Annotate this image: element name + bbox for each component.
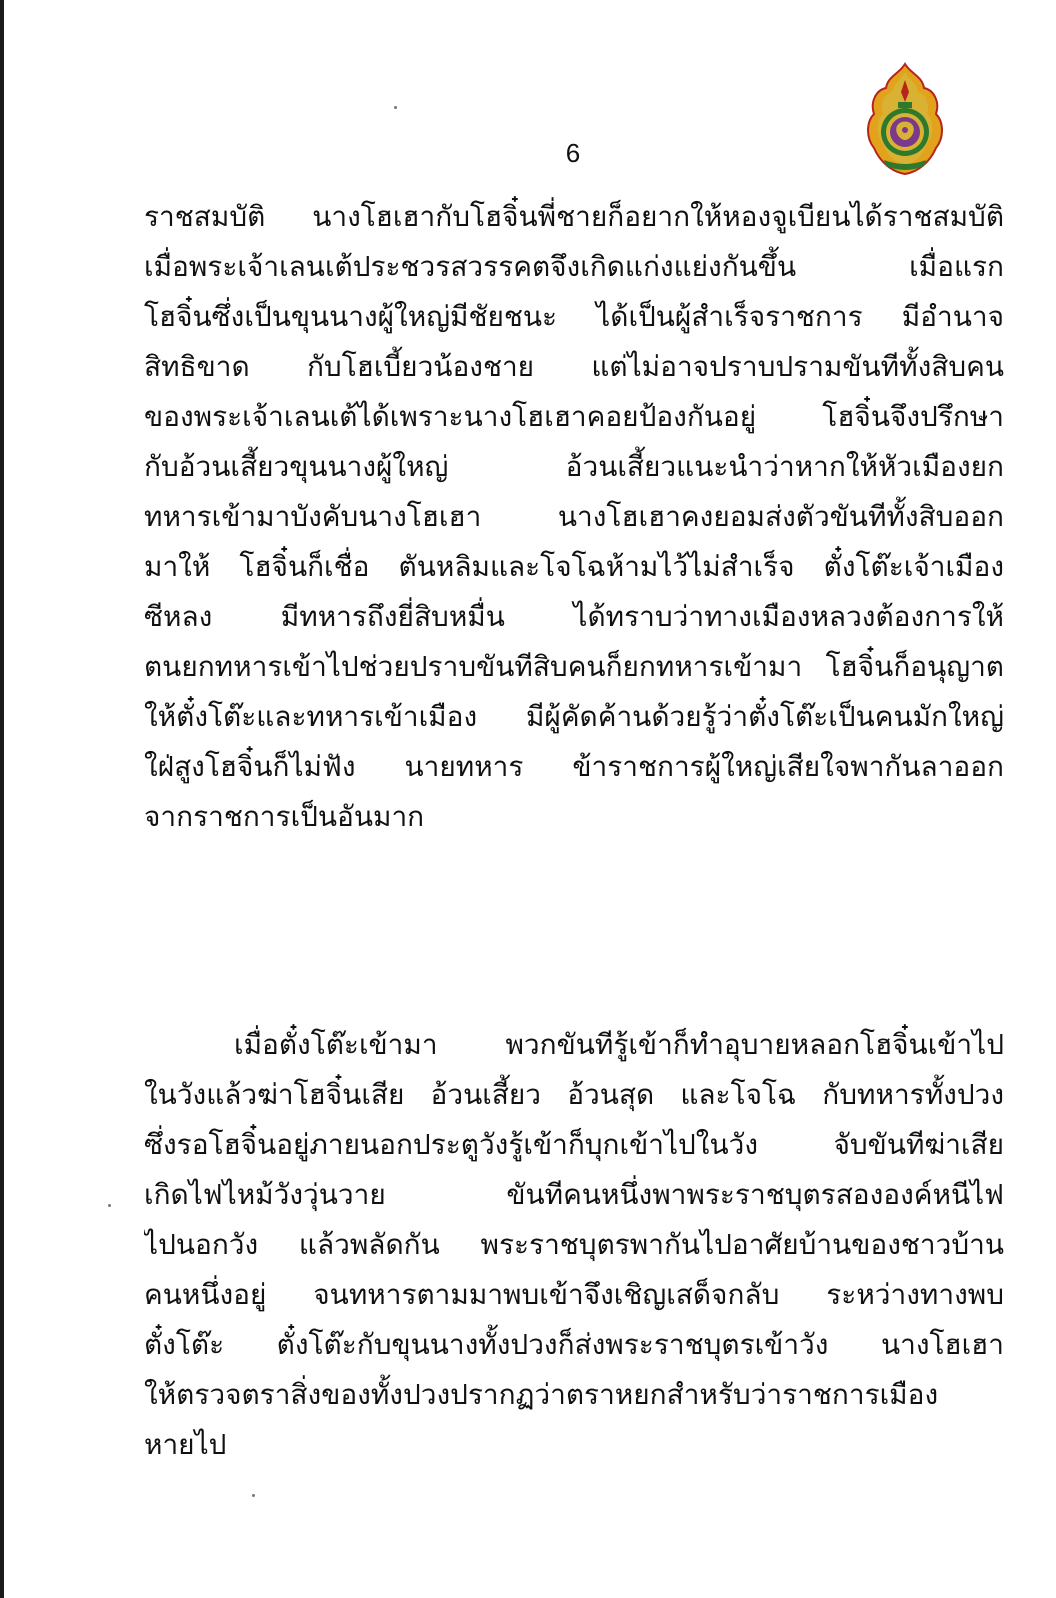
text-line: ตั๋งโต๊ะ ตั๋งโต๊ะกับขุนนางทั้งปวงก็ส่งพระราชบุตรเข้าวัง นางโฮเฮา bbox=[144, 1328, 1004, 1361]
text-line: ของพระเจ้าเลนเต้ได้เพราะนางโฮเฮาคอยป้องกันอยู่ โฮจิ๋นจึงปรึกษา bbox=[144, 400, 1004, 433]
text-line: เกิดไฟไหม้วังวุ่นวาย ขันทีคนหนึ่งพาพระราชบุตรสององค์หนีไฟ bbox=[144, 1178, 1004, 1211]
scan-speck bbox=[252, 1494, 255, 1497]
scan-speck bbox=[108, 1204, 111, 1207]
text-line: ให้ตรวจตราสิ่งของทั้งปวงปรากฏว่าตราหยกสำหรับว่าราชการเมือง bbox=[144, 1378, 939, 1411]
scan-speck bbox=[394, 106, 397, 109]
text-line: เมื่อตั๋งโต๊ะเข้ามา พวกขันทีรู้เข้าก็ทำอุบายหลอกโฮจิ๋นเข้าไป bbox=[234, 1028, 1004, 1061]
text-line: จากราชการเป็นอันมาก bbox=[144, 800, 425, 833]
text-line: สิทธิขาด กับโฮเบี้ยวน้องชาย แต่ไม่อาจปราบปรามขันทีทั้งสิบคน bbox=[144, 350, 1004, 383]
text-line: คนหนึ่งอยู่ จนทหารตามมาพบเข้าจึงเชิญเสด็จกลับ ระหว่างทางพบ bbox=[144, 1278, 1004, 1311]
text-line: ใฝ่สูงโฮจิ๋นก็ไม่ฟัง นายทหาร ข้าราชการผู้ใหญ่เสียใจพากันลาออก bbox=[144, 750, 1004, 783]
page-number: 6 bbox=[565, 138, 581, 168]
text-line: โฮจิ๋นซึ่งเป็นขุนนางผู้ใหญ่มีชัยชนะ ได้เป็นผู้สำเร็จราชการ มีอำนาจ bbox=[144, 300, 1004, 333]
text-line: ในวังแล้วฆ่าโฮจิ๋นเสีย อ้วนเสี้ยว อ้วนสุด และโจโฉ กับทหารทั้งปวง bbox=[144, 1078, 1004, 1111]
text-line: ให้ตั๋งโต๊ะและทหารเข้าเมือง มีผู้คัดค้านด้วยรู้ว่าตั๋งโต๊ะเป็นคนมักใหญ่ bbox=[144, 700, 1004, 733]
text-line: ราชสมบัติ นางโฮเฮากับโฮจิ๋นพี่ชายก็อยากให้หองจูเบียนได้ราชสมบัติ bbox=[144, 200, 1004, 233]
text-line: ทหารเข้ามาบังคับนางโฮเฮา นางโฮเฮาคงยอมส่งตัวขันทีทั้งสิบออก bbox=[144, 500, 1004, 533]
scan-edge-border bbox=[0, 0, 4, 1598]
paragraph-2 bbox=[144, 1020, 1004, 1470]
text-line: มาให้ โฮจิ๋นก็เชื่อ ตันหลิมและโจโฉห้ามไว้ไม่สำเร็จ ตั๋งโต๊ะเจ้าเมือง bbox=[144, 550, 1004, 583]
text-line: ตนยกทหารเข้าไปช่วยปราบขันทีสิบคนก็ยกทหารเข้ามา โฮจิ๋นก็อนุญาต bbox=[144, 650, 1004, 683]
text-line: ไปนอกวัง แล้วพลัดกัน พระราชบุตรพากันไปอาศัยบ้านของชาวบ้าน bbox=[144, 1228, 1004, 1261]
text-line: หายไป bbox=[144, 1428, 227, 1461]
text-line: เมื่อพระเจ้าเลนเต้ประชวรสวรรคตจึงเกิดแก่งแย่งกันขึ้น เมื่อแรก bbox=[144, 250, 1004, 283]
text-line: กับอ้วนเสี้ยวขุนนางผู้ใหญ่ อ้วนเสี้ยวแนะนำว่าหากให้หัวเมืองยก bbox=[144, 450, 1004, 483]
text-line: ซีหลง มีทหารถึงยี่สิบหมื่น ได้ทราบว่าทางเมืองหลวงต้องการให้ bbox=[144, 600, 1004, 633]
education-ministry-emblem-icon bbox=[864, 62, 946, 178]
text-line: ซึ่งรอโฮจิ๋นอยู่ภายนอกประตูวังรู้เข้าก็บุกเข้าไปในวัง จับขันทีฆ่าเสีย bbox=[144, 1128, 1004, 1161]
paragraph-1 bbox=[144, 192, 1004, 842]
